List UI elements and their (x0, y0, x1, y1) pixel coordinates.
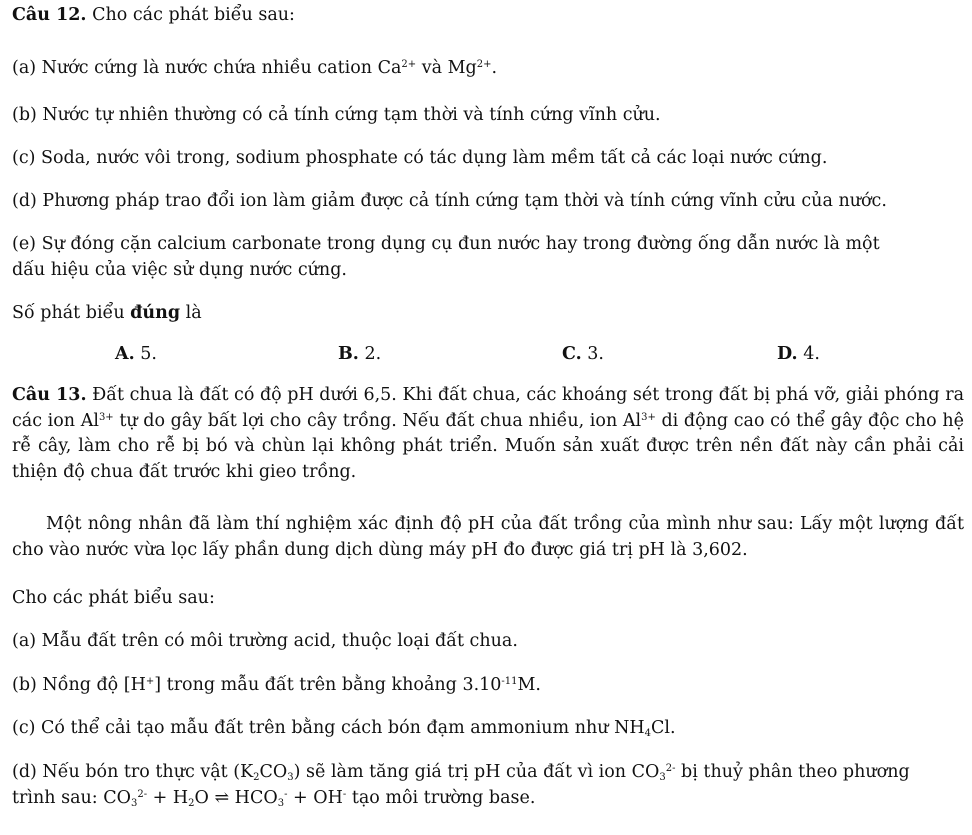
q13-statement-b (12, 673, 541, 697)
q13-d-sup: - (342, 789, 347, 800)
q12-label: Câu 12. (12, 5, 87, 25)
option-value: 2. (364, 344, 382, 364)
q13-d-text: + H (147, 788, 189, 808)
q13-d-text: CO (259, 762, 288, 782)
option-label: D. (777, 344, 798, 364)
q13-p1-text: di động cao có thể gây độc cho hệ rễ cây, làm cho rễ bị bó và chùn lại không phát triển. Muốn sản xuất được trên nền đất này cần phải cải thiện độ chua đất trước khi gieo trồng. (12, 410, 964, 482)
q12-statement-d: (d) Phương pháp trao đổi ion làm giảm được cả tính cứng tạm thời và tính cứng vĩnh cửu của nước. (12, 191, 887, 211)
q12-option-b[interactable] (338, 342, 381, 366)
q12-statement-a (12, 56, 497, 80)
option-value: 3. (587, 344, 604, 364)
q13-paragraph-1 (12, 383, 964, 485)
q12-a-end: . (491, 58, 498, 78)
q13-c-text: (c) Có thể cải tạo mẫu đất trên bằng cách bón đạm ammonium như NH (12, 718, 645, 738)
q12-statement-c: (c) Soda, nước vôi trong, sodium phosphate có tác dụng làm mềm tất cả các loại nước cứng. (12, 148, 828, 168)
q12-option-c[interactable] (562, 342, 604, 366)
q13-b-mid: ] trong mẫu đất trên bằng khoảng 3.10 (154, 675, 502, 695)
q13-d-sup: 2- (665, 763, 676, 774)
q13-label: Câu 13. (12, 385, 87, 405)
q13-c-sub: 4 (644, 728, 652, 739)
q12-question-end: là (180, 303, 202, 323)
q13-b-sup: + (145, 676, 155, 687)
q13-d-sub: 2 (188, 798, 195, 809)
option-label: A. (115, 344, 135, 364)
q13-intro: Cho các phát biểu sau: (12, 588, 215, 608)
q13-d-text: + OH (287, 788, 343, 808)
q12-a-sup: 2+ (476, 59, 492, 70)
q13-d-sub: 2 (253, 772, 260, 783)
option-value: 5. (140, 344, 157, 364)
q13-p1-text: Đất chua là đất có độ pH dưới 6,5. Khi đất chua, các khoáng sét trong đất bị phá vỡ, giải phóng ra các ion Al (12, 385, 964, 431)
option-label: B. (338, 344, 359, 364)
q13-p1-sup: 3+ (98, 411, 114, 423)
q13-d-text: O ⇌ HCO (194, 788, 278, 808)
q13-d-sup: - (284, 789, 288, 800)
q13-d-sup: 2- (137, 789, 148, 800)
q13-d-text: bị thuỷ phân theo phương (675, 762, 910, 782)
q13-statement-a: (a) Mẫu đất trên có môi trường acid, thuộc loại đất chua. (12, 631, 518, 651)
option-value: 4. (803, 344, 820, 364)
q12-a-sup: 2+ (401, 59, 417, 70)
q12-statement-e-line2: dấu hiệu của việc sử dụng nước cứng. (12, 260, 347, 280)
q13-d-sub: 3 (287, 772, 294, 783)
q13-d-sub: 3 (130, 798, 138, 809)
q13-p1-sup: 3+ (641, 411, 656, 423)
q13-statement-d-line1 (12, 760, 910, 784)
q12-statement-b: (b) Nước tự nhiên thường có cả tính cứng tạm thời và tính cứng vĩnh cửu. (12, 105, 661, 125)
q13-d-text: ) sẽ làm tăng giá trị pH của đất vì ion CO (293, 762, 660, 782)
q12-a-text: (a) Nước cứng là nước chứa nhiều cation Ca (12, 58, 402, 78)
q13-d-text: tạo môi trường base. (346, 788, 536, 808)
q13-d-text: (d) Nếu bón tro thực vật (K (12, 762, 254, 782)
q12-statement-e-line1: (e) Sự đóng cặn calcium carbonate trong dụng cụ đun nước hay trong đường ống dẫn nước là một (12, 234, 880, 254)
q12-a-mid: và Mg (416, 58, 477, 78)
q12-option-d[interactable] (777, 342, 820, 366)
q13-b-sup: -11 (501, 676, 518, 687)
q13-d-sub: 3 (277, 798, 285, 809)
q13-p1-text: tự do gây bất lợi cho cây trồng. Nếu đất chua nhiều, ion Al (113, 410, 642, 431)
q12-heading (12, 3, 295, 27)
q13-b-end: M. (517, 675, 541, 695)
option-label: C. (562, 344, 582, 364)
q12-question-text: Số phát biểu (12, 303, 131, 323)
q13-paragraph-2: Một nông nhân đã làm thí nghiệm xác định độ pH của đất trồng của mình như sau: Lấy một lượng đất cho vào nước vừa lọc lấy phần dung dịch dùng máy pH đo được giá trị pH là 3,602. (12, 514, 964, 560)
q13-d-sub: 3 (659, 772, 666, 783)
q13-b-text: (b) Nồng độ [H (12, 675, 146, 695)
q13-statement-c (12, 716, 676, 740)
q13-d-text: trình sau: CO (12, 788, 131, 808)
q13-c-end: Cl. (651, 718, 676, 738)
q12-option-a[interactable] (115, 342, 157, 366)
q12-question (12, 301, 202, 325)
q12-intro: Cho các phát biểu sau: (92, 5, 295, 25)
q12-question-emphasis: đúng (130, 303, 181, 323)
q13-statement-d-line2 (12, 786, 535, 810)
